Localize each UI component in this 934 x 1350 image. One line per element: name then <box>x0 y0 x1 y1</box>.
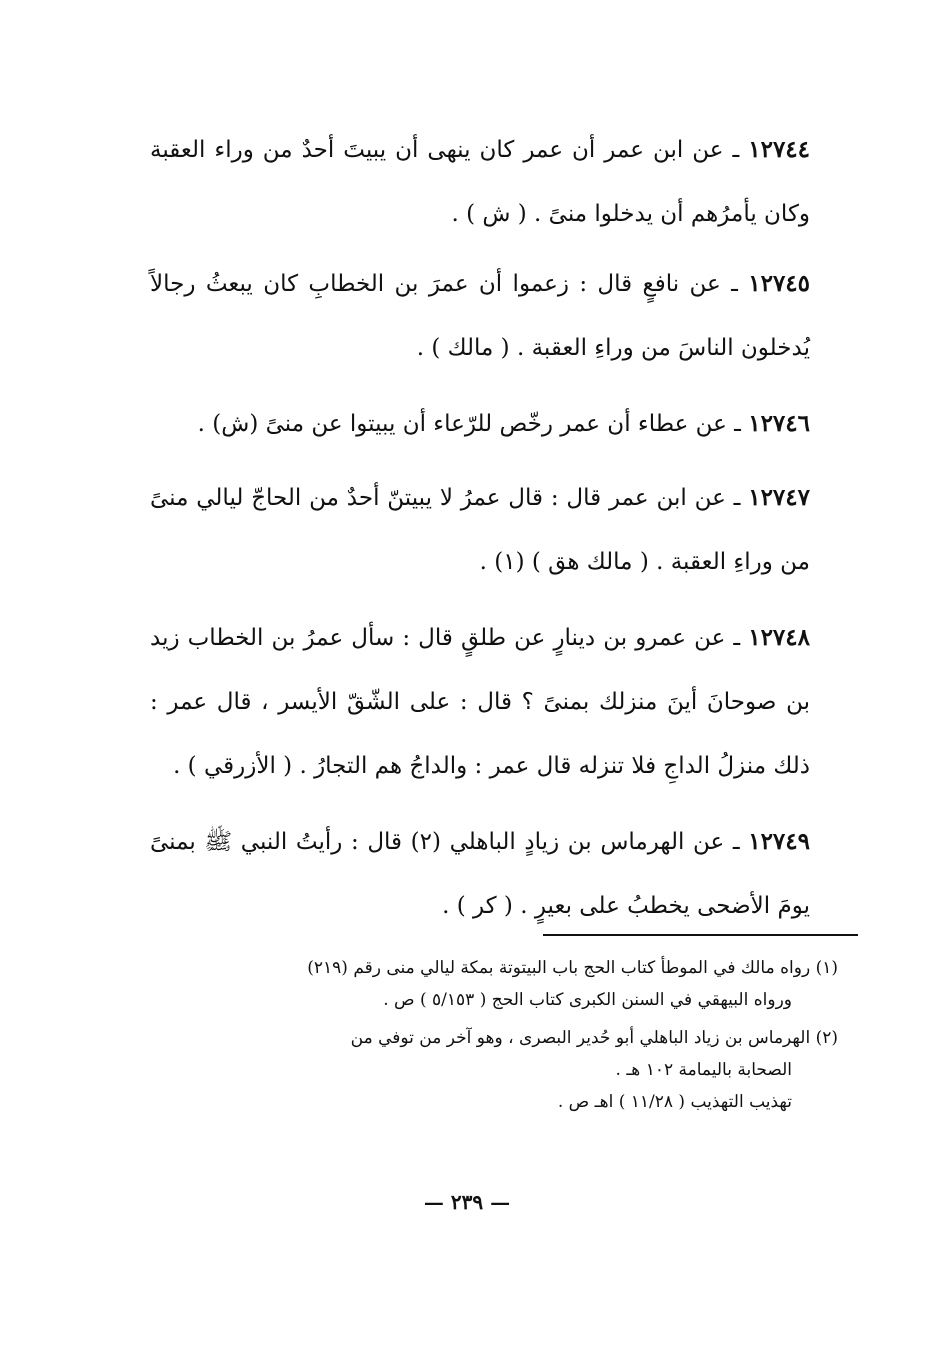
footnote-text: رواه مالك في الموطأ كتاب الحج باب البيتوتة بمكة ليالي منى رقم (٢١٩) <box>307 958 811 978</box>
hadith-12747 <box>150 466 810 594</box>
hadith-number: ١٢٧٤٧ <box>748 484 810 511</box>
footnote-line <box>158 952 838 984</box>
footnote-line: ورواه البيهقي في السنن الكبرى كتاب الحج ( ٥/١٥٣ ) ص . <box>383 990 792 1010</box>
footnote-text: الهرماس بن زياد الباهلي أبو حُدير البصرى ، وهو آخر من توفي من <box>350 1028 811 1048</box>
hadith-text: ـ عن ابن عمر قال : قال عمرُ لا يبيتنّ أحدٌ من الحاجّ ليالي منىً من وراءِ العقبة . ( مالك هق ) (١) . <box>150 485 810 575</box>
hadith-number: ١٢٧٤٦ <box>748 410 810 437</box>
hadith-number: ١٢٧٤٩ <box>748 828 810 855</box>
hadith-text: ـ عن نافعٍ قال : زعموا أن عمرَ بن الخطابِ كان يبعثُ رجالاً يُدخلون الناسَ من وراءِ العقبة . ( مالك ) . <box>150 271 810 361</box>
footnote-marker: (١) <box>815 958 838 978</box>
hadith-number: ١٢٧٤٥ <box>748 270 811 297</box>
hadith-number: ١٢٧٤٨ <box>748 624 810 651</box>
hadith-text: ـ عن ابن عمر أن عمر كان ينهى أن يبيتَ أحدٌ من وراء العقبة وكان يأمرُهم أن يدخلوا منىً . ( ش ) . <box>150 137 810 227</box>
footnote-line <box>158 1022 838 1054</box>
hadith-12749 <box>150 810 810 938</box>
footnote-1 <box>158 952 838 1016</box>
hadith-12744 <box>150 118 810 246</box>
footnote-2 <box>158 1022 838 1118</box>
footnote-marker: (٢) <box>815 1028 838 1048</box>
hadith-12746 <box>150 392 810 456</box>
hadith-text: ـ عن عمرو بن دينارٍ عن طلقٍ قال : سأل عمرُ بن الخطاب زيد بن صوحانَ أينَ منزلك بمنىً ؟ قال : على الشّقّ الأيسر ، قال عمر : ذلك منزلُ الداجِ فلا تنزله قال عمر : والداجُ هم التجارُ . ( الأزرقي ) . <box>150 625 810 779</box>
page-number: — ٢٣٩ — <box>423 1190 511 1214</box>
footnote-line: تهذيب التهذيب ( ١١/٢٨ ) اهـ ص . <box>557 1092 792 1112</box>
footnotes <box>158 952 838 1124</box>
footnote-separator <box>543 934 858 936</box>
hadith-text: ـ عن الهرماس بن زيادٍ الباهلي (٢) قال : رأيتُ النبي ﷺ بمنىً يومَ الأضحى يخطبُ على بعيرٍ . ( كر ) . <box>150 829 810 919</box>
hadith-number: ١٢٧٤٤ <box>748 136 811 163</box>
hadith-list <box>150 118 810 938</box>
hadith-12748 <box>150 606 810 798</box>
footnote-line: الصحابة باليمامة ١٠٢ هـ . <box>615 1060 792 1080</box>
hadith-text: ـ عن عطاء أن عمر رخّص للرّعاء أن يبيتوا عن منىً (ش) . <box>197 411 741 437</box>
hadith-12745 <box>150 252 810 380</box>
